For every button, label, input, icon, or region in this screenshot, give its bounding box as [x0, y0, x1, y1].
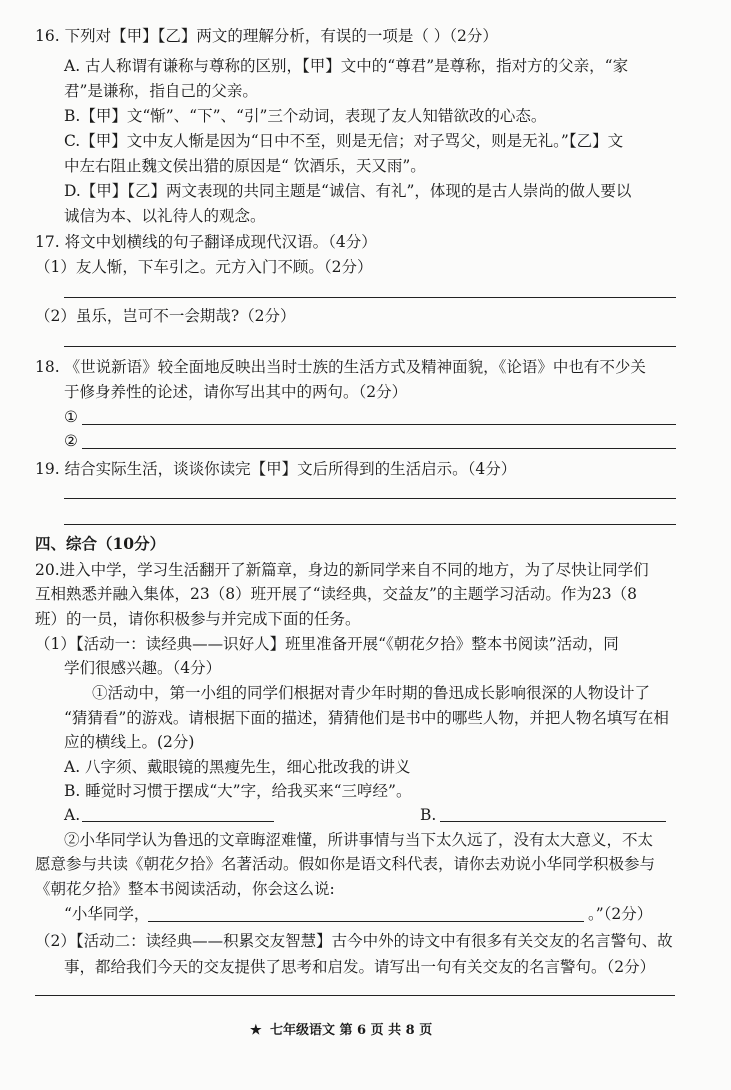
footer-star-icon: ★: [250, 1023, 262, 1038]
task1-line2: “猜猜看”的游戏。请根据下面的描述，猜猜他们是书中的哪些人物，并把人物名填写在相: [64, 709, 669, 727]
q17-part1: （1）友人惭，下车引之。元方入门不顾。（2分）: [35, 258, 373, 276]
footer-page-info: 七年级语文 第 6 页 共 8 页: [270, 1023, 433, 1038]
q18-answer-line-1[interactable]: [82, 424, 676, 425]
task2-line2: 愿意参与共读《朝花夕拾》名著活动。假如你是语文科代表，请你去劝说小华同学积极参与: [35, 855, 656, 873]
activity2-line1: （2）【活动二：读经典——积累交友智慧】古今中外的诗文中有很多有关交友的名言警句、故: [35, 932, 673, 950]
q17-answer-line-2[interactable]: [64, 346, 676, 347]
q18-answer-line-2[interactable]: [82, 448, 676, 449]
q20-intro-line2: 互相熟悉并融入集体，23（8）班开展了“读经典，交益友”的主题学习活动。作为23（8: [35, 585, 638, 603]
q19-answer-line-1[interactable]: [64, 498, 676, 499]
q18-marker-2: ②: [64, 432, 78, 450]
task1-option-b: B. 睡觉时习惯于摆成“大”字，给我买来“三哼经”。: [64, 782, 412, 800]
task1-option-a: A. 八字须、戴眼镜的黑瘦先生，细心批改我的讲义: [64, 758, 411, 776]
q18-stem-line1: 18. 《世说新语》较全面地反映出当时士族的生活方式及精神面貌，《论语》中也有不少关: [35, 358, 646, 376]
q20-intro-line3: 班）的一员，请你积极参与并完成下面的任务。: [35, 610, 361, 628]
q16-option-c-line2: 中左右阻止魏文侯出猎的原因是“ 饮酒乐，天又雨”。: [64, 157, 426, 175]
q20-intro-line1: 20.进入中学，学习生活翻开了新篇章，身边的新同学来自不同的地方，为了尽快让同学们: [35, 561, 649, 579]
activity1-line2: 学们很感兴趣。（4分）: [64, 659, 222, 677]
q16-stem: 16. 下列对【甲】【乙】两文的理解分析，有误的一项是（ ）（2分）: [35, 27, 498, 45]
q16-option-c-line1: C.【甲】文中友人惭是因为“日中不至，则是无信；对子骂父，则是无礼。”【乙】文: [64, 132, 624, 150]
q19-stem: 19. 结合实际生活，谈谈你读完【甲】文后所得到的生活启示。（4分）: [35, 460, 517, 478]
q16-option-d-line1: D.【甲】【乙】两文表现的共同主题是“诚信、有礼”，体现的是古人崇尚的做人要以: [64, 182, 632, 200]
activity2-answer-line[interactable]: [35, 995, 675, 996]
q17-answer-line-1[interactable]: [64, 297, 676, 298]
task2-line1: ②小华同学认为鲁迅的文章晦涩难懂，所讲事情与当下太久远了，没有太大意义，不太: [64, 831, 654, 849]
q16-option-d-line2: 诚信为本、以礼待人的观念。: [64, 207, 266, 225]
answer-b-label: B.: [420, 806, 437, 824]
answer-a-label: A.: [64, 806, 81, 824]
answer-a-line[interactable]: [82, 821, 274, 822]
q18-marker-1: ①: [64, 408, 78, 426]
activity1-line1: （1）【活动一：读经典——识好人】班里准备开展“《朝花夕拾》整本书阅读”活动，同: [35, 635, 619, 653]
q16-option-a-line2: 君”是谦称，指自己的父亲。: [64, 82, 258, 100]
task1-line3: 应的横线上。(2分): [64, 733, 195, 751]
task2-line3: 《朝花夕拾》整本书阅读活动，你会这么说:: [35, 880, 335, 898]
activity2-line2: 事，都给我们今天的交友提供了思考和启发。请写出一句有关交友的名言警句。（2分）: [64, 958, 656, 976]
task1-line1: ①活动中，第一小组的同学们根据对青少年时期的鲁迅成长影响很深的人物设计了: [92, 684, 651, 702]
q16-option-a-line1: A. 古人称谓有谦称与尊称的区别，【甲】文中的“尊君”是尊称，指对方的父亲，“家: [64, 57, 629, 75]
q16-option-b: B.【甲】文“惭”、“下”、“引”三个动词，表现了友人知错欲改的心态。: [64, 107, 547, 125]
quote-start: “小华同学，: [64, 905, 150, 923]
quote-end: 。”（2分）: [588, 905, 653, 923]
q17-part2: （2）虽乐，岂可不一会期哉?（2分）: [35, 307, 296, 325]
q18-stem-line2: 于修身养性的论述，请你写出其中的两句。（2分）: [64, 383, 408, 401]
answer-b-line[interactable]: [440, 821, 666, 822]
q19-answer-line-2[interactable]: [64, 524, 676, 525]
quote-answer-line[interactable]: [148, 921, 584, 922]
section-title: 四、综合（10分）: [35, 534, 166, 553]
q17-stem: 17. 将文中划横线的句子翻译成现代汉语。（4分）: [35, 233, 377, 251]
